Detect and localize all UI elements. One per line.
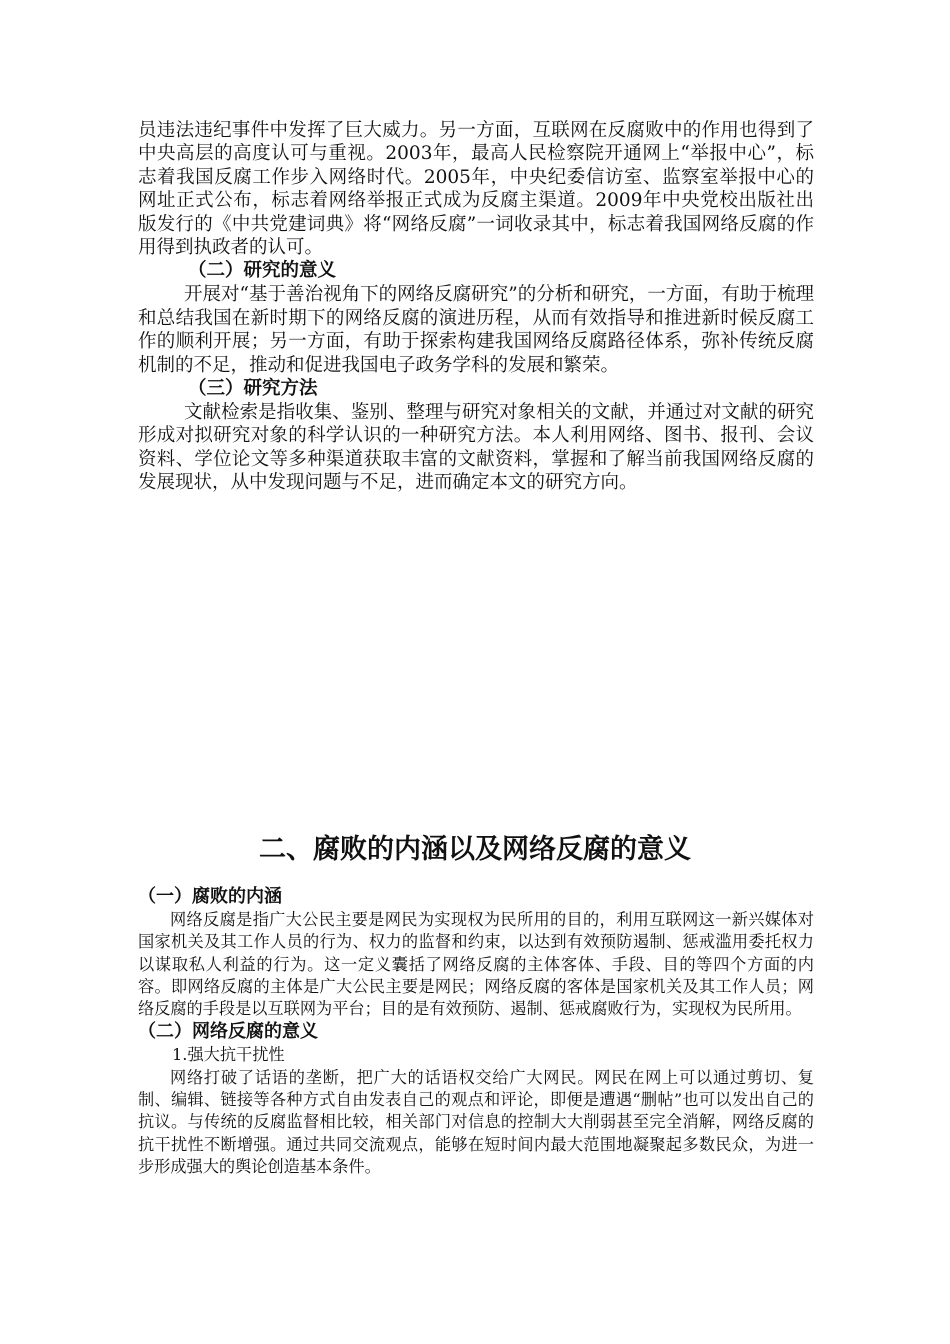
method-paragraph: 文献检索是指收集、鉴别、整理与研究对象相关的文献，并通过对文献的研究形成对拟研究对象的科学认识的一种研究方法。本人利用网络、图书、报刊、会议资料、学位论文等多种渠道获取丰富的文献资料，掌握和了解当前我国网络反腐的发展现状，从中发现问题与不足，进而确定本文的研究方向。 [138, 402, 814, 494]
heading-research-method: （三）研究方法 [188, 378, 318, 400]
chapter-title: 二、腐败的内涵以及网络反腐的意义 [259, 834, 691, 865]
connotation-paragraph: 网络反腐是指广大公民主要是网民为实现权为民所用的目的，利用互联网这一新兴媒体对国家机关及其工作人员的行为、权力的监督和约束，以达到有效预防遏制、惩戒滥用委托权力以谋取私人利益的行为。这一定义囊括了网络反腐的主体客体、手段、目的等四个方面的内容。即网络反腐的主体是广大公民主要是网民；网络反腐的客体是国家机关及其工作人员；网络反腐的手段是以互联网为平台；目的是有效预防、遏制、惩戒腐败行为，实现权为民所用。 [138, 910, 814, 1019]
section-1-body [138, 119, 814, 495]
heading-anticorruption-significance: （二）网络反腐的意义 [138, 1021, 318, 1043]
heading-research-significance: （二）研究的意义 [188, 260, 337, 282]
significance-paragraph: 开展对“基于善治视角下的网络反腐研究”的分析和研究，一方面，有助于梳理和总结我国在新时期下的网络反腐的演进历程，从而有效指导和推进新时候反腐工作的顺利开展；另一方面，有助于探索构建我国网络反腐路径体系，弥补传统反腐机制的不足，推动和促进我国电子政务学科的发展和繁荣。 [138, 284, 814, 376]
intro-paragraph: 员违法违纪事件中发挥了巨大威力。另一方面，互联网在反腐败中的作用也得到了中央高层的高度认可与重视。2003年，最高人民检察院开通网上“举报中心”，标志着我国反腐工作步入网络时代。2005年，中央纪委信访室、监察室举报中心的网址正式公布，标志着网络举报正式成为反腐主渠道。2009年中央党校出版社出版发行的《中共党建词典》将“网络反腐”一词收录其中，标志着我国网络反腐的作用得到执政者的认可。 [138, 120, 814, 259]
heading-corruption-connotation: （一）腐败的内涵 [138, 886, 282, 907]
anti-interference-paragraph: 网络打破了话语的垄断，把广大的话语权交给广大网民。网民在网上可以通过剪切、复制、编辑、链接等各种方式自由发表自己的观点和评论，即便是遭遇“删帖”也可以发出自己的抗议。与传统的反腐监督相比较，相关部门对信息的控制大大削弱甚至完全消解，网络反腐的抗干扰性不断增强。通过共同交流观点，能够在短时间内最大范围地凝聚起多数民众，为进一步形成强大的舆论创造基本条件。 [138, 1067, 814, 1176]
section-2-body [138, 885, 814, 1178]
subheading-anti-interference: 1.强大抗干扰性 [172, 1045, 285, 1065]
